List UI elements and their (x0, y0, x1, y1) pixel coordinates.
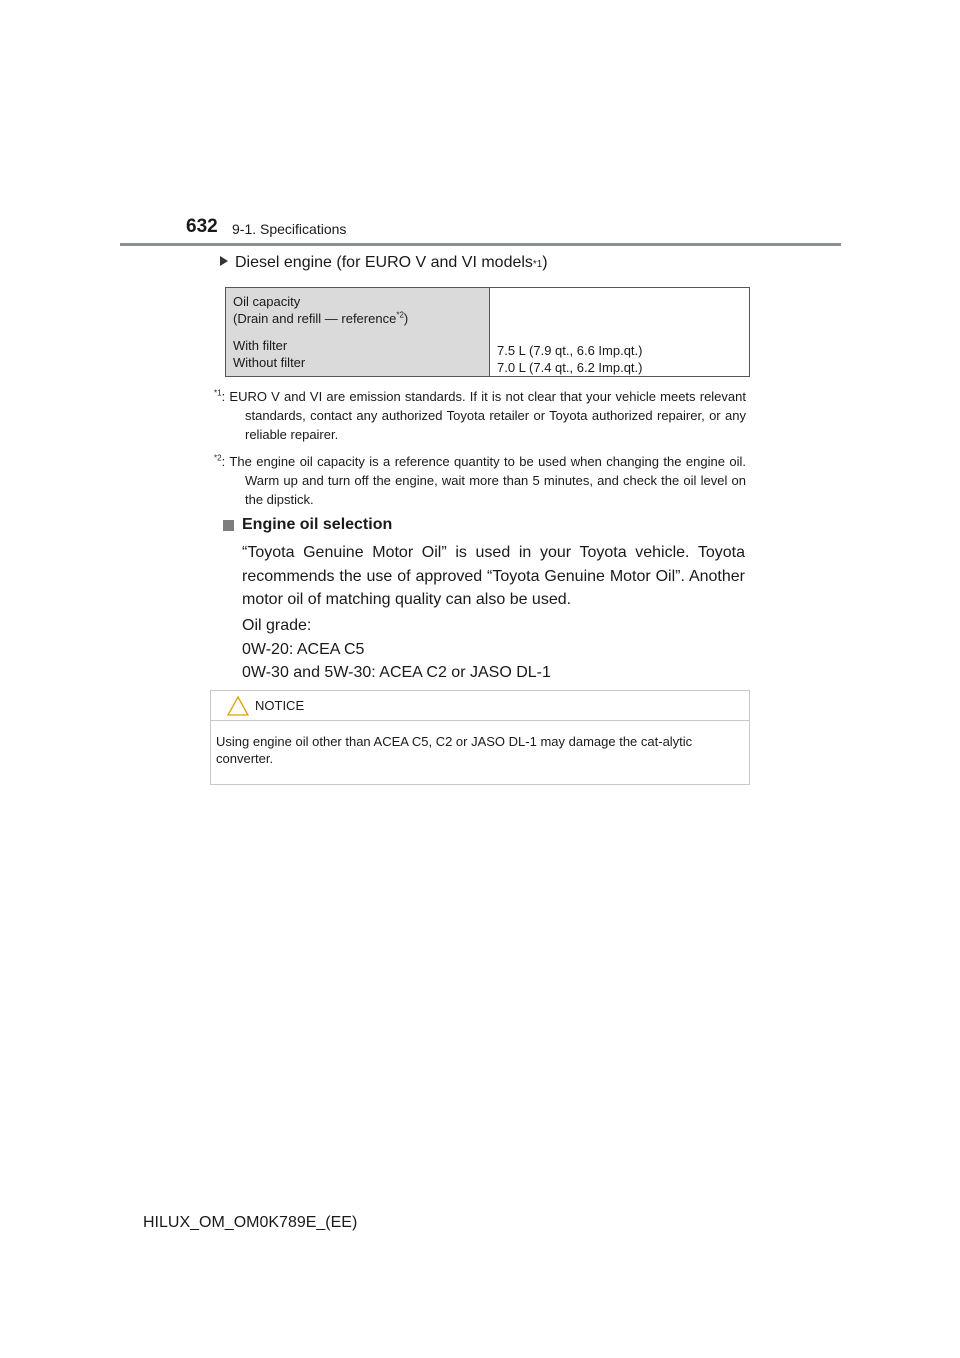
row-label-without-filter: Without filter (233, 355, 306, 370)
footnote-1-text: EURO V and VI are emission standards. If it is not clear that your vehicle meets relevant standards, contact any authorized Toyota retailer or Toyota authorized repairer, or any reliable repairer. (229, 389, 746, 442)
section-title: 9-1. Specifications (232, 221, 347, 237)
footer-code: HILUX_OM_OM0K789E_(EE) (143, 1214, 358, 1231)
header-rule (120, 243, 841, 246)
capacity-sublabel: (Drain and refill — reference$^{*2}$) (233, 310, 409, 326)
subheading-close: ) (542, 254, 548, 271)
subheading-text: Diesel engine (for EURO V and VI models (235, 254, 533, 271)
oil-selection-paragraph: “Toyota Genuine Motor Oil” is used in your Toyota vehicle. Toyota recommends the use of approved “Toyota Genuine Motor Oil”. Another motor oil of matching quality can also be used. (242, 544, 745, 608)
row-value-without-filter: 7.0 L (7.4 qt., 6.2 Imp.qt.) (497, 360, 643, 375)
notice-header (211, 691, 749, 721)
table-label-cell (226, 288, 490, 376)
footnote-2-mark: *2 (214, 453, 222, 463)
triangle-bullet-icon (220, 256, 228, 266)
oil-grade-label: Oil grade: (242, 617, 312, 634)
warning-triangle-icon (227, 696, 249, 716)
notice-text: Using engine oil other than ACEA C5, C2 or JASO DL-1 may damage the cat-alytic converter. (216, 734, 693, 766)
footnote-2: $^{*2}$: The engine oil capacity is a reference quantity to be used when changing the engine oil. Warm up and turn off the engine, wait more than 5 minutes, and check the oil level on the dipstick. (214, 453, 746, 507)
row-label-with-filter: With filter (233, 338, 288, 353)
square-bullet-icon (223, 520, 234, 531)
table-value-cell (490, 288, 749, 376)
oil-selection-heading: Engine oil selection (223, 516, 392, 534)
footnote-1: $^{*1}$: EURO V and VI are emission standards. If it is not clear that your vehicle meets relevant standards, contact any authorized Toyota retailer or Toyota authorized repairer, or any reliable repairer. (214, 388, 746, 442)
notice-title: NOTICE (255, 698, 305, 713)
page-number: 632 (186, 216, 218, 237)
capacity-label: Oil capacity (233, 294, 301, 309)
notice-box (210, 690, 750, 785)
engine-subheading: Diesel engine (for EURO V and VI models *1 ) (220, 254, 548, 272)
oil-grade-block (242, 614, 745, 685)
footnote-2-text: The engine oil capacity is a reference quantity to be used when changing the engine oil. Warm up and turn off the engine, wait more than 5 minutes, and check the oil level on the dipstick. (229, 454, 746, 507)
oil-grade-line-1: 0W-20: ACEA C5 (242, 640, 365, 658)
row-value-with-filter: 7.5 L (7.9 qt., 6.6 Imp.qt.) (497, 343, 643, 358)
oil-capacity-table (225, 287, 750, 377)
footnote-1-mark: *1 (214, 388, 222, 398)
capacity-ref: *2 (396, 310, 404, 320)
oil-grade-line-2: 0W-30 and 5W-30: ACEA C2 or JASO DL-1 (242, 664, 551, 681)
